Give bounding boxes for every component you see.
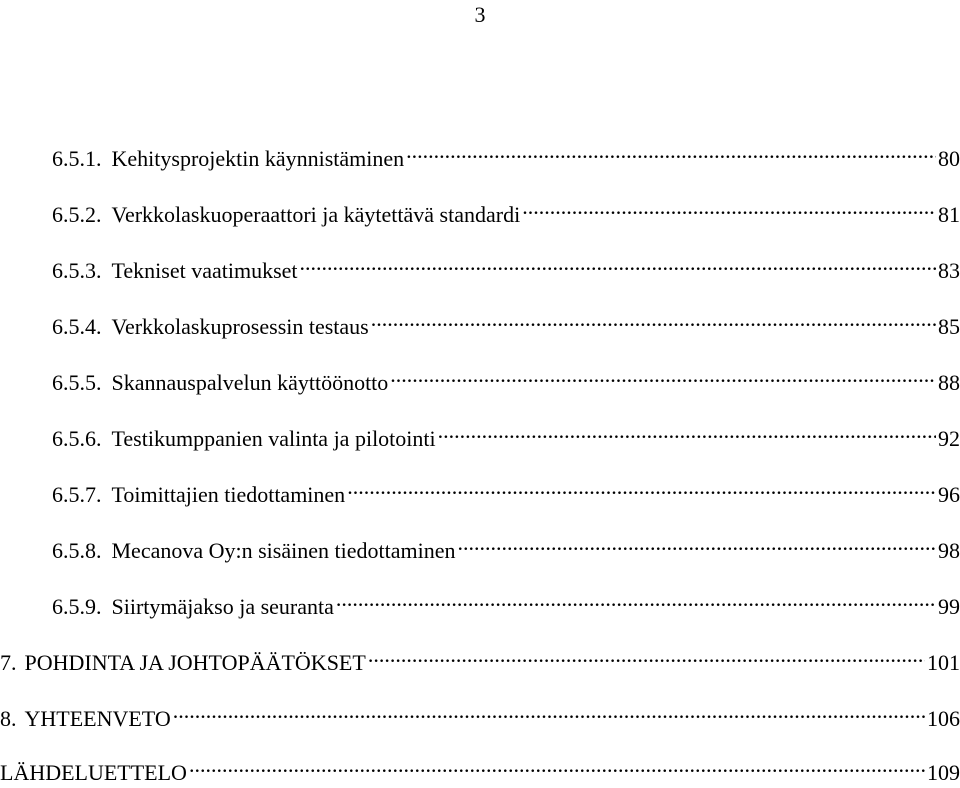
toc-entry-number: 7.: [0, 650, 17, 675]
toc-entry-title: POHDINTA JA JOHTOPÄÄTÖKSET: [24, 650, 366, 675]
toc-entry-page: 88: [938, 370, 960, 395]
toc-entry-title: Verkkolaskuoperaattori ja käytettävä standardi: [111, 202, 521, 227]
toc-entry-page: 96: [938, 482, 960, 507]
toc-entry-page: 101: [927, 650, 960, 675]
toc-dot-leader: [522, 192, 936, 222]
toc-entry[interactable]: [0, 640, 960, 675]
toc-dot-leader: [406, 136, 936, 166]
toc-dot-leader: [371, 304, 936, 334]
toc-entry-title: LÄHDELUETTELO: [0, 760, 187, 785]
toc-entry-page: 106: [927, 706, 960, 731]
toc-dot-leader: [173, 696, 925, 726]
toc-entry-number: 6.5.4.: [52, 314, 102, 339]
toc-entry-number: 6.5.1.: [52, 146, 102, 171]
toc-entry-title: Testikumppanien valinta ja pilotointi: [111, 426, 436, 451]
toc-dot-leader: [438, 416, 936, 446]
toc-entry[interactable]: [52, 304, 960, 339]
toc-entry[interactable]: [52, 416, 960, 451]
toc-dot-leader: [300, 248, 936, 278]
toc-entry[interactable]: [52, 584, 960, 619]
toc-entry-title: Skannauspalvelun käyttöönotto: [111, 370, 389, 395]
toc-dot-leader: [368, 640, 925, 670]
toc-entry-title: Tekniset vaatimukset: [111, 258, 298, 283]
toc-entry-page: 99: [938, 594, 960, 619]
toc-entry-title: YHTEENVETO: [24, 706, 171, 731]
toc-entry[interactable]: [52, 528, 960, 563]
toc-entry[interactable]: [52, 360, 960, 395]
toc-entry-page: 81: [938, 202, 960, 227]
toc-entry-page: 85: [938, 314, 960, 339]
toc-entry-number: 6.5.7.: [52, 482, 102, 507]
toc-entry-number: 6.5.3.: [52, 258, 102, 283]
toc-entry-page: 80: [938, 146, 960, 171]
toc-dot-leader: [457, 528, 936, 558]
toc-entry-number: 8.: [0, 706, 17, 731]
toc-entry-number: 6.5.5.: [52, 370, 102, 395]
page-number: 3: [474, 2, 486, 27]
toc-entry-number: 6.5.6.: [52, 426, 102, 451]
toc-dot-leader: [347, 472, 936, 502]
toc-dot-leader: [390, 360, 936, 390]
toc-entry[interactable]: [52, 248, 960, 283]
toc-entry[interactable]: [52, 472, 960, 507]
toc-entry-title: Verkkolaskuprosessin testaus: [111, 314, 369, 339]
toc-entry[interactable]: [52, 192, 960, 227]
toc-entry-title: Siirtymäjakso ja seuranta: [111, 594, 334, 619]
toc-entry[interactable]: [0, 696, 960, 731]
toc-entry-page: 83: [938, 258, 960, 283]
toc-entry-page: 98: [938, 538, 960, 563]
toc-entry-title: Toimittajien tiedottaminen: [111, 482, 346, 507]
toc-entry[interactable]: [52, 136, 960, 171]
toc-entry-number: 6.5.9.: [52, 594, 102, 619]
toc-entry-title: Mecanova Oy:n sisäinen tiedottaminen: [111, 538, 456, 563]
toc-entry-number: 6.5.8.: [52, 538, 102, 563]
toc-entry-title: Kehitysprojektin käynnistäminen: [111, 146, 405, 171]
toc-entry-number: 6.5.2.: [52, 202, 102, 227]
toc-dot-leader: [336, 584, 936, 614]
toc-entry-page: 109: [927, 760, 960, 785]
toc-entry-page: 92: [938, 426, 960, 451]
